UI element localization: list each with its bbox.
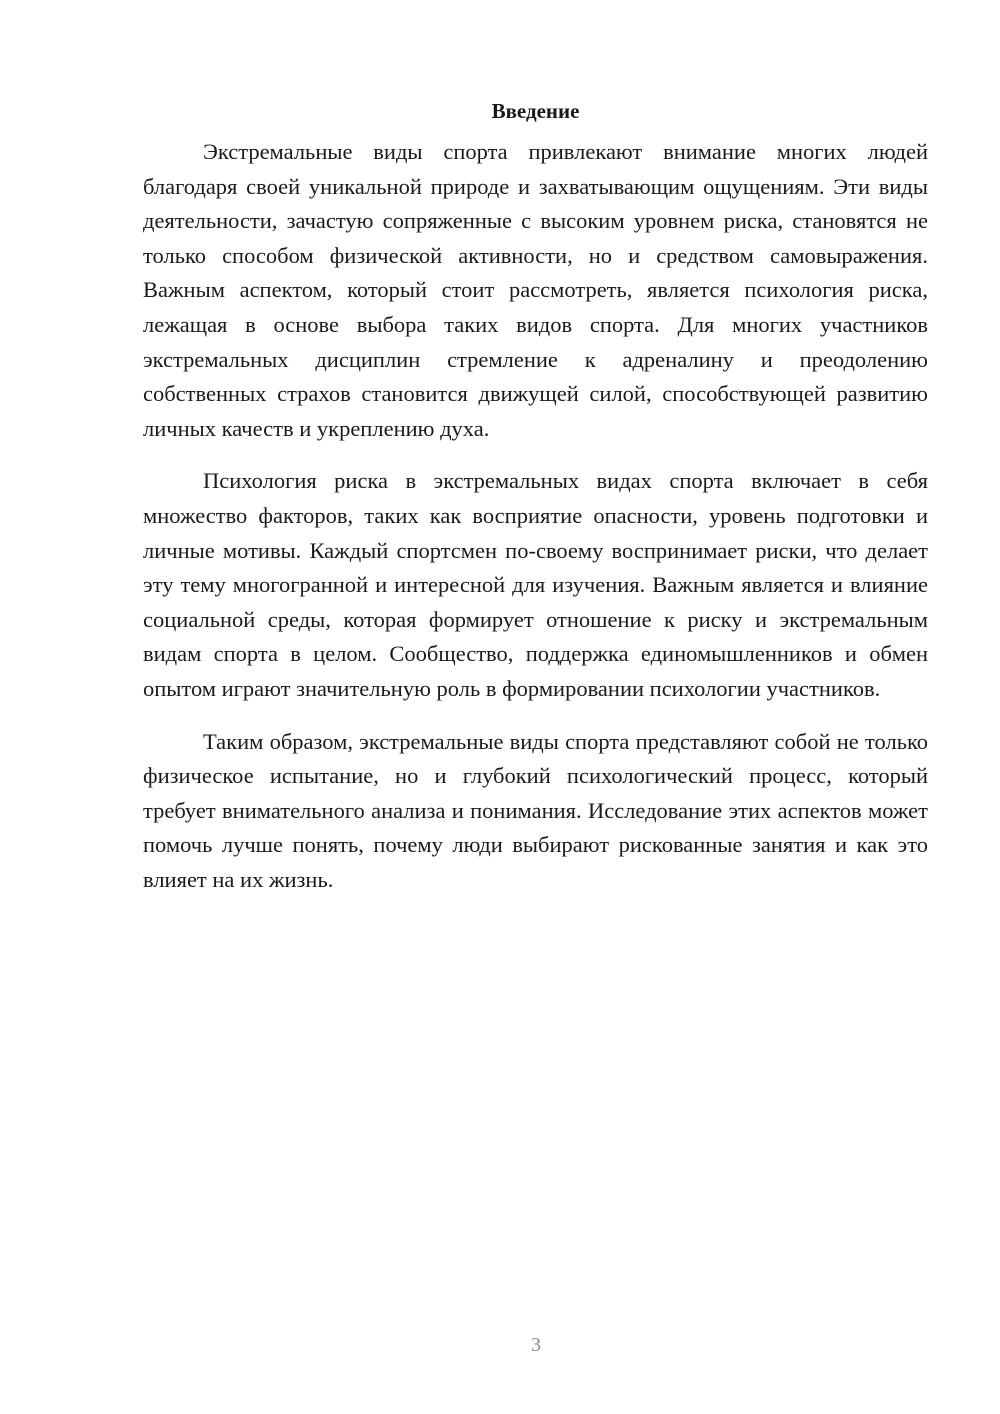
paragraph-2: Психология риска в экстремальных видах спорта включает в себя множество факторов, таких как восприятие опасности, уровень подготовки и личные мотивы. Каждый спортсмен по-своему воспринимает риски, что делает эту тему многогранной и интересной для изучения. Важным является и влияние социальной среды, которая формирует отношение к риску и экстремальным видам спорта в целом. Сообщество, поддержка единомышленников и обмен опытом играют значительную роль в формировании психологии участников. <box>143 468 928 701</box>
section-heading: Введение <box>491 99 580 123</box>
page-number: 3 <box>531 1334 541 1356</box>
paragraph-3: Таким образом, экстремальные виды спорта представляют собой не только физическое испытание, но и глубокий психологический процесс, который требует внимательного анализа и понимания. Исследование этих аспектов может помочь лучше понять, почему люди выбирают рискованные занятия и как это влияет на их жизнь. <box>143 728 928 892</box>
page-content <box>143 97 928 915</box>
paragraph-1: Экстремальные виды спорта привлекают внимание многих людей благодаря своей уникальной природе и захватывающим ощущениям. Эти виды деятельности, зачастую сопряженные с высоким уровнем риска, становятся не только способом физической активности, но и средством самовыражения. Важным аспектом, который стоит рассмотреть, является психология риска, лежащая в основе выбора таких видов спорта. Для многих участников экстремальных дисциплин стремление к адреналину и преодолению собственных страхов становится движущей силой, способствующей развитию личных качеств и укреплению духа. <box>143 139 928 441</box>
